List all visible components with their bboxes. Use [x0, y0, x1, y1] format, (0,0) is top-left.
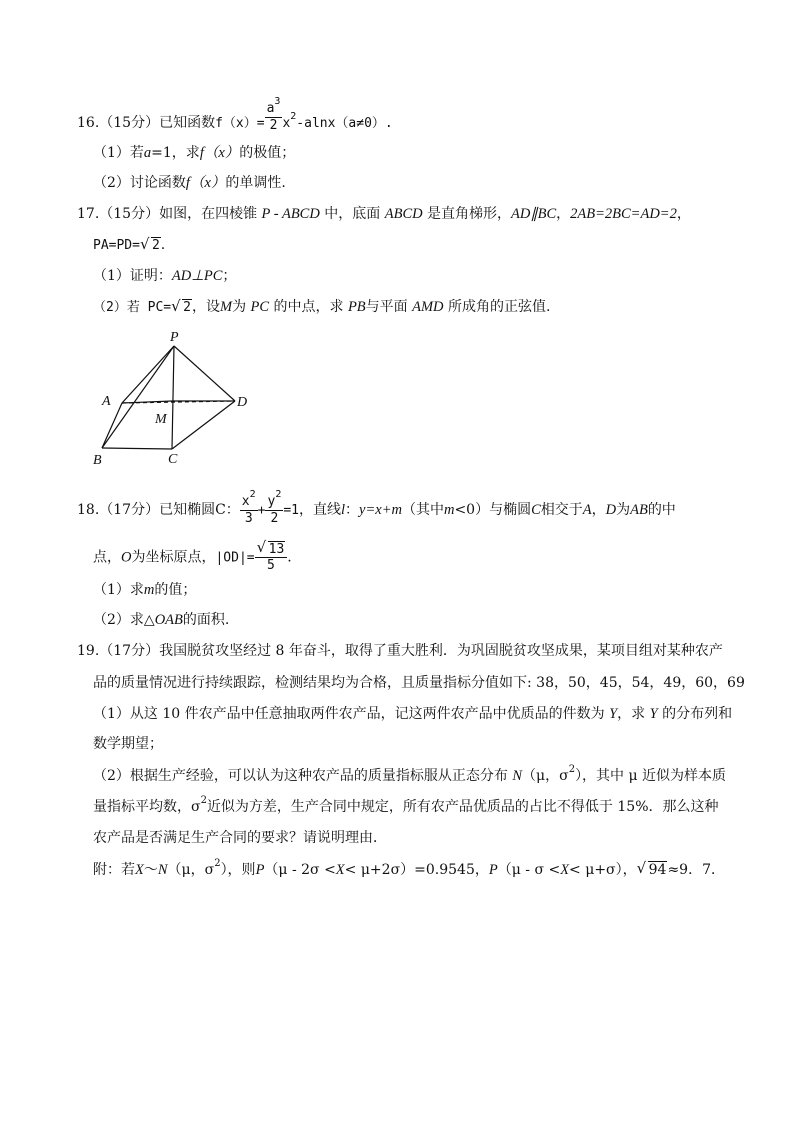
edge-pc [172, 346, 174, 449]
label-d: D [237, 395, 248, 410]
q18-f1-sup: 2 [249, 489, 256, 500]
q16-frac-num: a [266, 101, 275, 116]
q18-statement-cont [93, 538, 292, 573]
q18-p2-oab: OAB [154, 612, 183, 628]
q17-pabcd: P - ABCD [261, 206, 320, 222]
q17-rad1: 2 [151, 238, 160, 253]
q18-rad: 13 [268, 542, 285, 557]
q19-l8-f: < μ+2σ）=0.9545， [344, 862, 489, 878]
q17-part1 [93, 266, 236, 286]
q19-part2 [93, 766, 726, 788]
q19-l8-x: X [135, 862, 144, 878]
q18-f2-den: 2 [265, 510, 283, 526]
q17-end1: . [160, 237, 166, 253]
q17-p2-e: 与平面 [365, 299, 408, 315]
q18-statement [77, 489, 676, 526]
q17-mid4: ， [676, 206, 691, 222]
q16-fraction [265, 96, 283, 133]
q19-part2-cont2: 农产品是否满足生产合同的要求？请说明理由． [93, 830, 387, 846]
q17-p1-a: （1）证明： [93, 268, 172, 284]
q16-p2-fx: f（x） [185, 175, 226, 191]
q17-abcd: ABCD [384, 206, 423, 222]
q18-part1 [93, 580, 196, 600]
q18-head: 18.（17分）已知椭圆C： [77, 502, 240, 518]
q19-l5-c: ），其中 μ 近似为样本质 [575, 768, 727, 784]
q18-line-eq: y=x+m [359, 502, 402, 518]
q19-l8-b: ～ [143, 862, 158, 878]
q19-sqrt [637, 860, 668, 880]
q18-p2-a: （2）求△ [93, 612, 155, 628]
q18-a: A [582, 502, 592, 518]
edge-pa [122, 346, 174, 403]
q19-l6-b: 近似为方差，生产合同中规定，所有农产品优质品的占比不得低于 15%．那么这种 [206, 799, 719, 815]
q17-pa-pd: PA=PD= [93, 238, 140, 253]
q19-l8-x2: X [335, 862, 345, 878]
sqrt-icon: √ [256, 538, 267, 556]
q17-p2-a: （2）若 PC= [93, 300, 172, 315]
q19-part2-cont [93, 797, 719, 819]
q18-sqrt [256, 538, 286, 557]
q16-x: x [282, 116, 291, 131]
q16-p1-e: 的极值； [239, 145, 296, 161]
q19-l3-a: （1）从这 10 件农产品中任意抽取两件农产品，记这两件农产品中优质品的件数为 [93, 706, 605, 722]
q18-c: C [531, 502, 541, 518]
q18-plus: + [257, 503, 266, 518]
sqrt-icon: √ [171, 297, 181, 315]
q19-l8-i: ≈9．7． [667, 862, 725, 878]
label-p: P [170, 330, 179, 345]
q19-l8-n: N [157, 862, 168, 878]
q17-statement-cont [93, 235, 165, 256]
q18-l2-end: . [287, 549, 292, 566]
label-m: M [155, 412, 167, 427]
q18-p1-b: 的值； [154, 582, 197, 598]
edge-ab [102, 403, 122, 448]
q18-eq1: =1 [283, 503, 299, 518]
q19-appendix [93, 860, 725, 882]
q19-line2: 品的质量情况进行持续跟踪，检测结果均为合格，且质量指标分值如下: 38，50，45，54，49，60，69 [93, 675, 745, 691]
q18-mid6: ， [591, 502, 606, 518]
q18-ab: AB [630, 502, 648, 518]
q19-l8-g: （μ - σ < [497, 862, 561, 878]
q18-d: D [605, 502, 617, 518]
q18-l2-a: 点， [93, 549, 121, 566]
q16-p1-a-var: a [143, 145, 152, 161]
q18-mid8: 的中 [647, 502, 676, 518]
edge-cd [172, 401, 235, 449]
q19-line1: 19.（17分）我国脱贫攻坚经过 8 年奋斗，取得了重大胜利．为巩固脱贫攻坚成果，某项目组对某种农产 [77, 643, 723, 659]
q17-p1-b: AD⊥PC [171, 268, 223, 284]
q17-p2-pc: PC [250, 299, 270, 315]
q18-od-fraction [255, 538, 288, 573]
q16-head: 16.（15分）已知函数 [77, 115, 216, 131]
q18-f1-num: x [241, 494, 250, 509]
edge-pb [102, 346, 174, 448]
edge-pd [174, 346, 235, 401]
q19-l8-c: （μ，σ [167, 862, 215, 878]
q18-p1-a: （1）求 [93, 582, 144, 598]
q18-f1-den: 3 [240, 510, 258, 526]
q19-l8-e: （μ - 2σ < [264, 862, 336, 878]
sqrt-icon: √ [636, 859, 647, 877]
q17-p2-f: 所成角的正弦值. [448, 299, 551, 315]
pyramid-figure [88, 325, 268, 470]
q16-tail: -alnx（a≠0）. [296, 116, 393, 131]
q18-m: m [443, 502, 455, 518]
q16-p2-a: （2）讨论函数 [93, 175, 186, 191]
q19-l3-b: ，求 [617, 706, 646, 722]
q16-statement [77, 96, 393, 139]
q17-mid3: ， [556, 206, 571, 222]
q19-l8-rad: 94 [648, 862, 667, 878]
q17-sqrt2 [171, 298, 192, 318]
q18-od: |OD|= [215, 550, 255, 566]
q16-x-sup: 2 [290, 111, 297, 122]
q17-eq: 2AB=2BC=AD=2 [570, 206, 677, 222]
q18-part2 [93, 610, 229, 630]
q19-l3-y2: Y [649, 706, 658, 722]
q19-part1-cont: 数学期望； [93, 736, 163, 752]
q17-head: 17.（15分）如图，在四棱锥 [77, 206, 258, 222]
q19-part1 [93, 704, 732, 724]
edge-bc [102, 448, 172, 449]
sqrt-icon: √ [139, 235, 150, 253]
q17-p2-c: 为 [232, 299, 247, 315]
q18-f2-sup: 2 [275, 489, 282, 500]
q17-rad2: 2 [183, 300, 191, 315]
label-a: A [102, 394, 111, 409]
q19-l8-p: P [255, 862, 265, 878]
q18-l: l [341, 502, 346, 518]
q19-l8-a: 附：若 [93, 862, 135, 878]
label-c: C [168, 452, 178, 467]
q18-frac1 [240, 489, 258, 526]
q17-adbc: AD∥BC [511, 206, 557, 222]
q17-p1-c: ； [222, 268, 237, 284]
q19-l6-a: 量指标平均数，σ [93, 799, 201, 815]
q17-p2-pb: PB [347, 299, 366, 315]
q18-f2-num: y [267, 494, 276, 509]
q19-l5-b: （μ，σ [522, 768, 569, 784]
q16-p1-c: =1，求 [151, 145, 200, 161]
q18-mid1: ，直线 [299, 502, 341, 518]
q16-p1-fx: f（x） [199, 145, 240, 161]
q16-p2-c: 的单调性. [225, 175, 286, 191]
q17-mid2: 是直角梯形， [427, 206, 512, 222]
q17-p2-b: ，设 [191, 299, 220, 315]
q19-l5-a: （2）根据生产经验，可以认为这种农产品的质量指标服从正态分布 [93, 768, 508, 784]
q19-l5-n: N [512, 768, 523, 784]
q19-l8-p2: P [488, 862, 498, 878]
q16-frac-den: 2 [265, 117, 283, 133]
q19-l8-h: < μ+σ）， [569, 862, 637, 878]
q17-mid1: 中，底面 [324, 206, 381, 222]
q18-p2-b: 的面积. [182, 612, 230, 628]
q18-frac2 [265, 489, 283, 526]
q17-p2-amd: AMD [412, 299, 444, 315]
q16-fx: f（x）= [215, 116, 265, 131]
q19-l3-c: 的分布列和 [662, 706, 733, 722]
label-b: B [93, 453, 102, 468]
q19-l3-y: Y [609, 706, 618, 722]
q18-l2-b: 为坐标原点， [131, 549, 216, 566]
q17-p2-m: M [219, 299, 233, 315]
q18-p1-m: m [143, 582, 155, 598]
q18-mid3: （其中 [401, 502, 444, 518]
q18-l2-o: O [121, 549, 132, 566]
q19-l6-sup: 2 [200, 795, 207, 806]
q17-part2 [93, 297, 550, 318]
q16-part1 [93, 143, 295, 163]
q19-l5-sup: 2 [568, 764, 576, 775]
q19-l8-d: ），则 [220, 862, 256, 878]
q18-den: 5 [255, 557, 288, 573]
q19-l8-sup: 2 [214, 858, 221, 869]
q18-mid4: <0）与椭圆 [454, 502, 532, 518]
q16-part2 [93, 173, 286, 193]
q17-statement [77, 204, 691, 224]
q19-l8-x3: X [560, 862, 570, 878]
q18-mid2: ： [345, 502, 360, 518]
q16-p1-a: （1）若 [93, 145, 144, 161]
q17-p2-d: 的中点，求 [273, 299, 344, 315]
q17-sqrt1 [140, 236, 161, 256]
q18-mid7: 为 [616, 502, 631, 518]
q16-frac-sup: 3 [274, 96, 281, 107]
q18-mid5: 相交于 [540, 502, 583, 518]
